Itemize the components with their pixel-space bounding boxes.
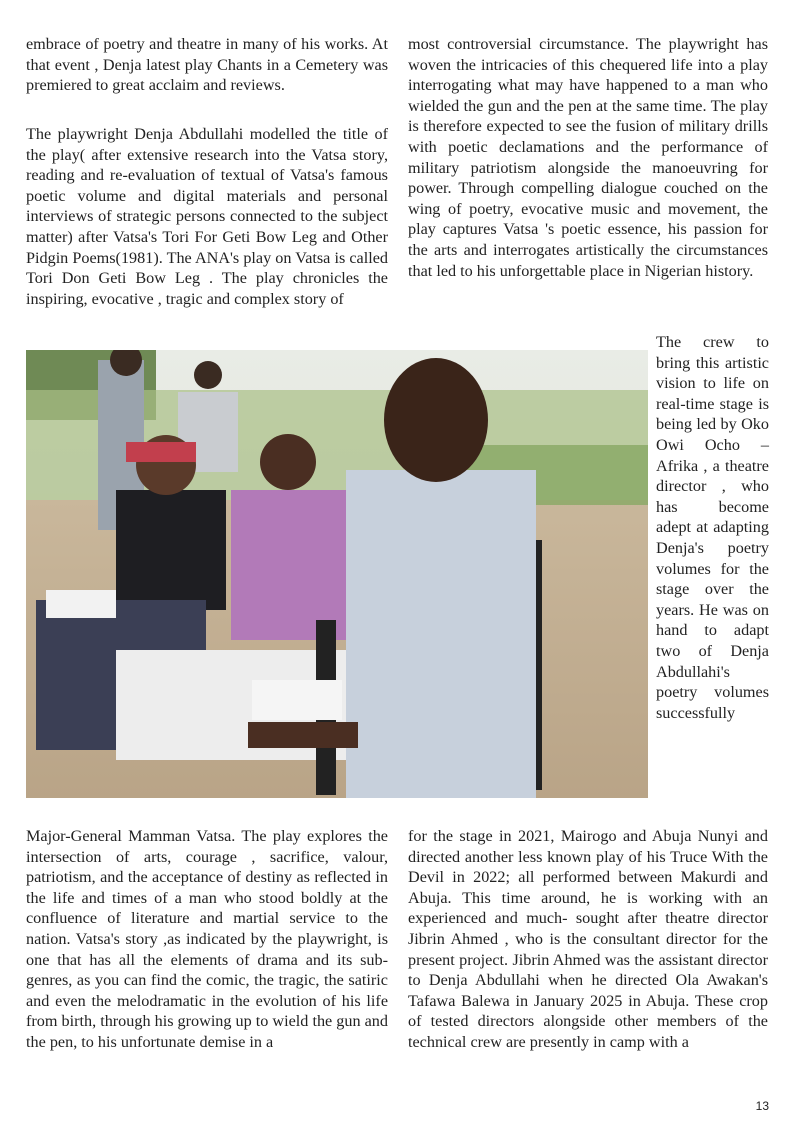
- rehearsal-photo: [26, 350, 648, 798]
- right-column-paragraph-top: most controversial circumstance. The playwright has woven the intricacies of this chequered life into a play interrogating what may have happened to a man who wielded the gun and the pen at the same time. The play is therefore expected to see the fusion of military drills with poetic declamations and the performance of military patriotism alongside the manoeuvring for power. Through compelling dialogue couched on the wing of poetry, evocative music and movement, the play captures Vatsa 's poetic essence, his passion for the arts and interrogates artistically the circumstances that led to his unforgettable place in Nigerian history.: [408, 35, 768, 280]
- page-number: 13: [755, 1099, 769, 1113]
- left-column-paragraph-2: The playwright Denja Abdullahi modelled the title of the play( after extensive research into the Vatsa story, reading and re-evaluation of textual of Vatsa's famous poetic volume and digital materials and personal interviews of strategic persons connected to the subject matter) after Vatsa's Tori For Geti Bow Leg and Other Pidgin Poems(1981). The ANA's play on Vatsa is called Tori Don Geti Bow Leg . The play chronicles the inspiring, evocative , tragic and complex story of: [26, 125, 388, 308]
- left-column-paragraph-bottom: Major-General Mamman Vatsa. The play explores the intersection of arts, courage , sacrifice, valour, patriotism, and the acceptance of destiny as reflected in the life and times of a man who stood boldly at the confluence of literature and martial service to the nation. Vatsa's story ,as indicated by the playwright, is one that has all the elements of drama and its sub-genres, as you can find the comic, the tragic, the satiric and even the melodramatic in the evolution of his life from birth, through his growing up to wield the gun and the pen, to his unfortunate demise in a: [26, 827, 388, 1051]
- left-column-paragraph-1: embrace of poetry and theatre in many of his works. At that event , Denja latest play Chants in a Cemetery was premiered to great acclaim and reviews.: [26, 35, 388, 95]
- right-column-paragraph-bottom: for the stage in 2021, Mairogo and Abuja Nunyi and directed another less known play of his Truce With the Devil in 2022; all performed between Makurdi and Abuja. This time around, he is working with an experienced and much- sought after theatre director Jibrin Ahmed , who is the consultant director for the present project. Jibrin Ahmed was the assistant director to Denja Abdullahi when he directed Ola Awakan's Tafawa Balewa in January 2025 in Abuja. These crop of tested directors alongside other members of the technical crew are presently in camp with a: [408, 827, 768, 1051]
- right-narrow-column-text: The crew to bring this artistic vision to life on real-time stage is being led by Oko Owi Ocho –Afrika , a theatre director , who has become adept at adapting Denja's poetry volumes for the stage over the years. He was on hand to adapt two of Denja Abdullahi's poetry volumes successfully: [656, 333, 769, 722]
